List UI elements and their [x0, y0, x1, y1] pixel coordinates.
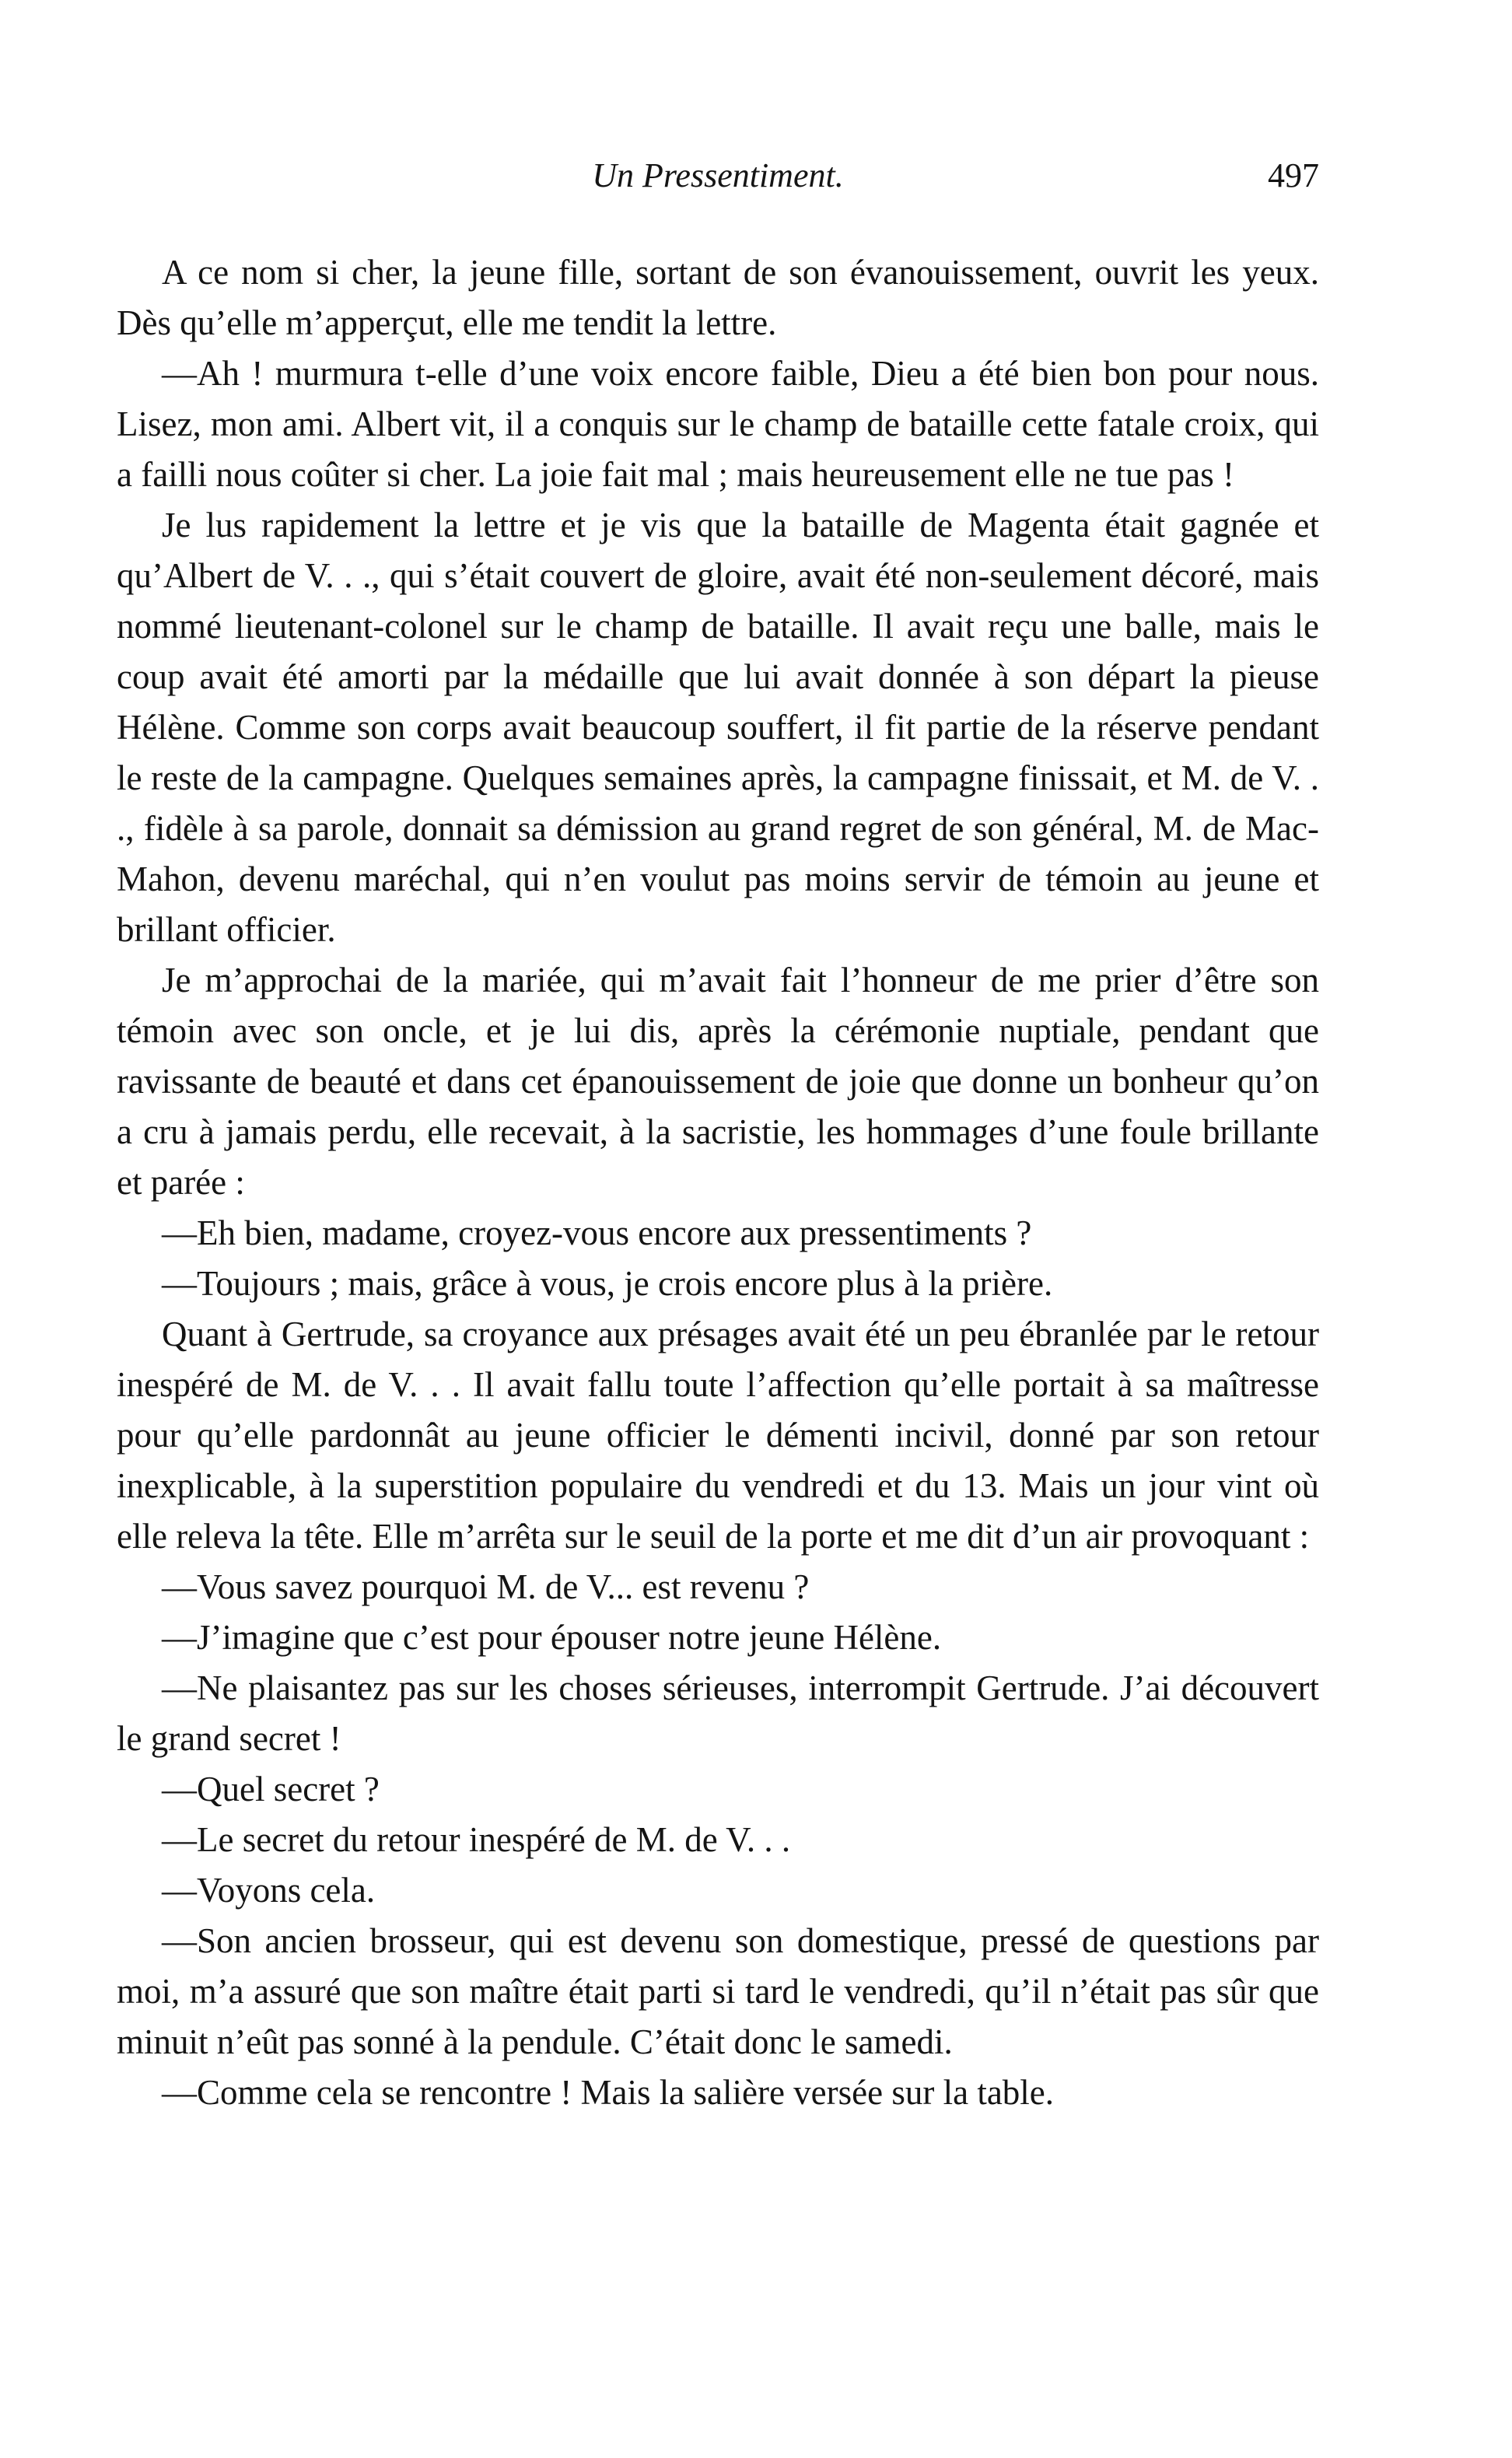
running-title: Un Pressentiment. — [592, 156, 844, 194]
dialogue-line: —Le secret du retour inespéré de M. de V. . . — [162, 1820, 791, 1859]
dialogue-line: —Comme cela se rencontre ! Mais la salière versée sur la table. — [162, 2073, 1055, 2112]
page-number: 497 — [1268, 156, 1319, 194]
dialogue-line: —J’imagine que c’est pour épouser notre jeune Hélène. — [162, 1618, 942, 1657]
dialogue-line: —Vous savez pourquoi M. de V... est revenu ? — [162, 1567, 810, 1606]
dialogue-line: —Ne plaisantez pas sur les choses sérieuses, interrompit Gertrude. J’ai découvert le grand secret ! — [117, 1668, 1319, 1758]
paragraph: —Ah ! murmura t-elle d’une voix encore faible, Dieu a été bien bon pour nous. Lisez, mon ami. Albert vit, il a conquis sur le champ de bataille cette fatale croix, qui a failli nous coûter si cher. La joie fait mal ; mais heureusement elle ne tue pas ! — [117, 354, 1319, 494]
dialogue-line: —Son ancien brosseur, qui est devenu son domestique, pressé de questions par moi, m’a assuré que son maître était parti si tard le vendredi, qu’il n’était pas sûr que minuit n’eût pas sonné à la pendule. C’était donc le samedi. — [117, 1921, 1319, 2061]
dialogue-line: —Quel secret ? — [162, 1770, 380, 1808]
paragraph: A ce nom si cher, la jeune fille, sortant de son évanouissement, ouvrit les yeux. Dès qu’elle m’apperçut, elle me tendit la lettre. — [117, 253, 1319, 342]
dialogue-line: —Toujours ; mais, grâce à vous, je crois encore plus à la prière. — [162, 1264, 1053, 1303]
paragraph: Quant à Gertrude, sa croyance aux présages avait été un peu ébranlée par le retour inespéré de M. de V. . . Il avait fallu toute l’affection qu’elle portait à sa maîtresse pour qu’elle pardonnât au jeune officier le démenti incivil, donné par son retour inexplicable, à la superstition populaire du vendredi et du 13. Mais un jour vint où elle releva la tête. Elle m’arrêta sur le seuil de la porte et me dit d’un air provoquant : — [117, 1315, 1319, 1556]
body-text — [117, 247, 1319, 2118]
dialogue-line: —Voyons cela. — [162, 1871, 376, 1910]
dialogue-line: —Eh bien, madame, croyez-vous encore aux pressentiments ? — [162, 1213, 1032, 1252]
paragraph: Je m’approchai de la mariée, qui m’avait fait l’honneur de me prier d’être son témoin avec son oncle, et je lui dis, après la cérémonie nuptiale, pendant que ravissante de beauté et dans cet épanouissement de joie que donne un bonheur qu’on a cru à jamais perdu, elle recevait, à la sacristie, les hommages d’une foule brillante et parée : — [117, 961, 1319, 1202]
paragraph: Je lus rapidement la lettre et je vis que la bataille de Magenta était gagnée et qu’Albert de V. . ., qui s’était couvert de gloire, avait été non-seulement décoré, mais nommé lieutenant-colonel sur le champ de bataille. Il avait reçu une balle, mais le coup avait été amorti par la médaille que lui avait donnée à son départ la pieuse Hélène. Comme son corps avait beaucoup souffert, il fit partie de la réserve pendant le reste de la campagne. Quelques semaines après, la campagne finissait, et M. de V. . ., fidèle à sa parole, donnait sa démission au grand regret de son général, M. de Mac-Mahon, devenu maréchal, qui n’en voulut pas moins servir de témoin au jeune et brillant officier. — [117, 506, 1319, 949]
running-head — [117, 152, 1319, 199]
